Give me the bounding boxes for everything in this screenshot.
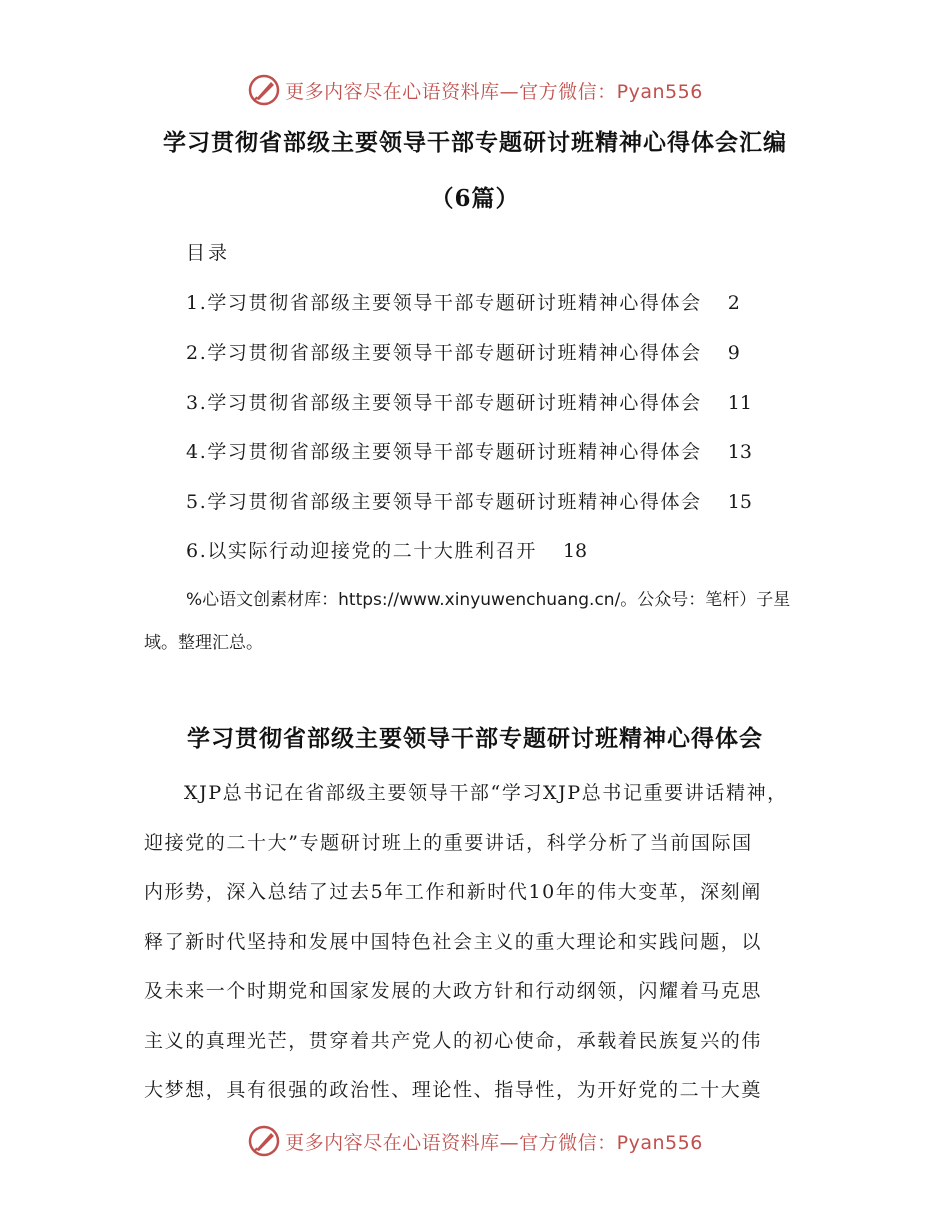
- toc-item-page: 15: [727, 491, 752, 513]
- paragraph-line: 及未来一个时期党和国家发展的大政方针和行动纲领，闪耀着马克思: [144, 980, 763, 1002]
- document-title: 学习贯彻省部级主要领导干部专题研讨班精神心得体会汇编: [163, 129, 787, 156]
- quill-logo-icon: [247, 73, 281, 107]
- toc-item-label: 3.学习贯彻省部级主要领导干部专题研讨班精神心得体会: [186, 392, 702, 414]
- toc-heading: 目录: [186, 242, 231, 264]
- header-watermark: [0, 70, 950, 110]
- section-title: 学习贯彻省部级主要领导干部专题研讨班精神心得体会: [187, 725, 763, 752]
- watermark-text: 更多内容尽在心语资料库—官方微信：Pyan556: [285, 80, 703, 103]
- source-note-line-1: %心语文创素材库：https://www.xinyuwenchuang.cn/。公众号：笔杆）子星: [186, 590, 791, 610]
- toc-item-label: 1.学习贯彻省部级主要领导干部专题研讨班精神心得体会: [186, 292, 702, 314]
- paragraph-line: 释了新时代坚持和发展中国特色社会主义的重大理论和实践问题，以: [144, 931, 763, 953]
- paragraph-line: 大梦想，具有很强的政治性、理论性、指导性，为开好党的二十大奠: [144, 1079, 763, 1101]
- toc-item-label: 6.以实际行动迎接党的二十大胜利召开: [186, 540, 537, 562]
- source-note-line-2: 域。整理汇总。: [144, 633, 263, 653]
- paragraph-line: 主义的真理光芒，贯穿着共产党人的初心使命，承载着民族复兴的伟: [144, 1030, 763, 1052]
- toc-item-4[interactable]: [186, 437, 752, 464]
- toc-item-page: 11: [727, 392, 752, 414]
- paragraph-line: 迎接党的二十大”专题研讨班上的重要讲话，科学分析了当前国际国: [144, 832, 753, 854]
- paragraph-line: 内形势，深入总结了过去5年工作和新时代10年的伟大变革，深刻阐: [144, 881, 762, 903]
- toc-item-page: 2: [727, 292, 740, 314]
- toc-item-label: 4.学习贯彻省部级主要领导干部专题研讨班精神心得体会: [186, 441, 702, 463]
- toc-item-2[interactable]: [186, 338, 740, 365]
- footer-watermark: [0, 1121, 950, 1161]
- quill-logo-icon: [247, 1124, 281, 1158]
- toc-item-3[interactable]: [186, 388, 752, 415]
- toc-item-label: 5.学习贯彻省部级主要领导干部专题研讨班精神心得体会: [186, 491, 702, 513]
- toc-item-page: 9: [727, 342, 740, 364]
- toc-item-page: 18: [562, 540, 588, 562]
- toc-item-1[interactable]: [186, 288, 740, 315]
- paragraph-line: XJP总书记在省部级主要领导干部“学习XJP总书记重要讲话精神，: [184, 782, 788, 804]
- document-subtitle: （6篇）: [430, 185, 520, 212]
- toc-item-6[interactable]: [186, 536, 587, 563]
- watermark-text: 更多内容尽在心语资料库—官方微信：Pyan556: [285, 1131, 703, 1154]
- toc-item-page: 13: [727, 441, 752, 463]
- toc-item-label: 2.学习贯彻省部级主要领导干部专题研讨班精神心得体会: [186, 342, 702, 364]
- toc-item-5[interactable]: [186, 487, 752, 514]
